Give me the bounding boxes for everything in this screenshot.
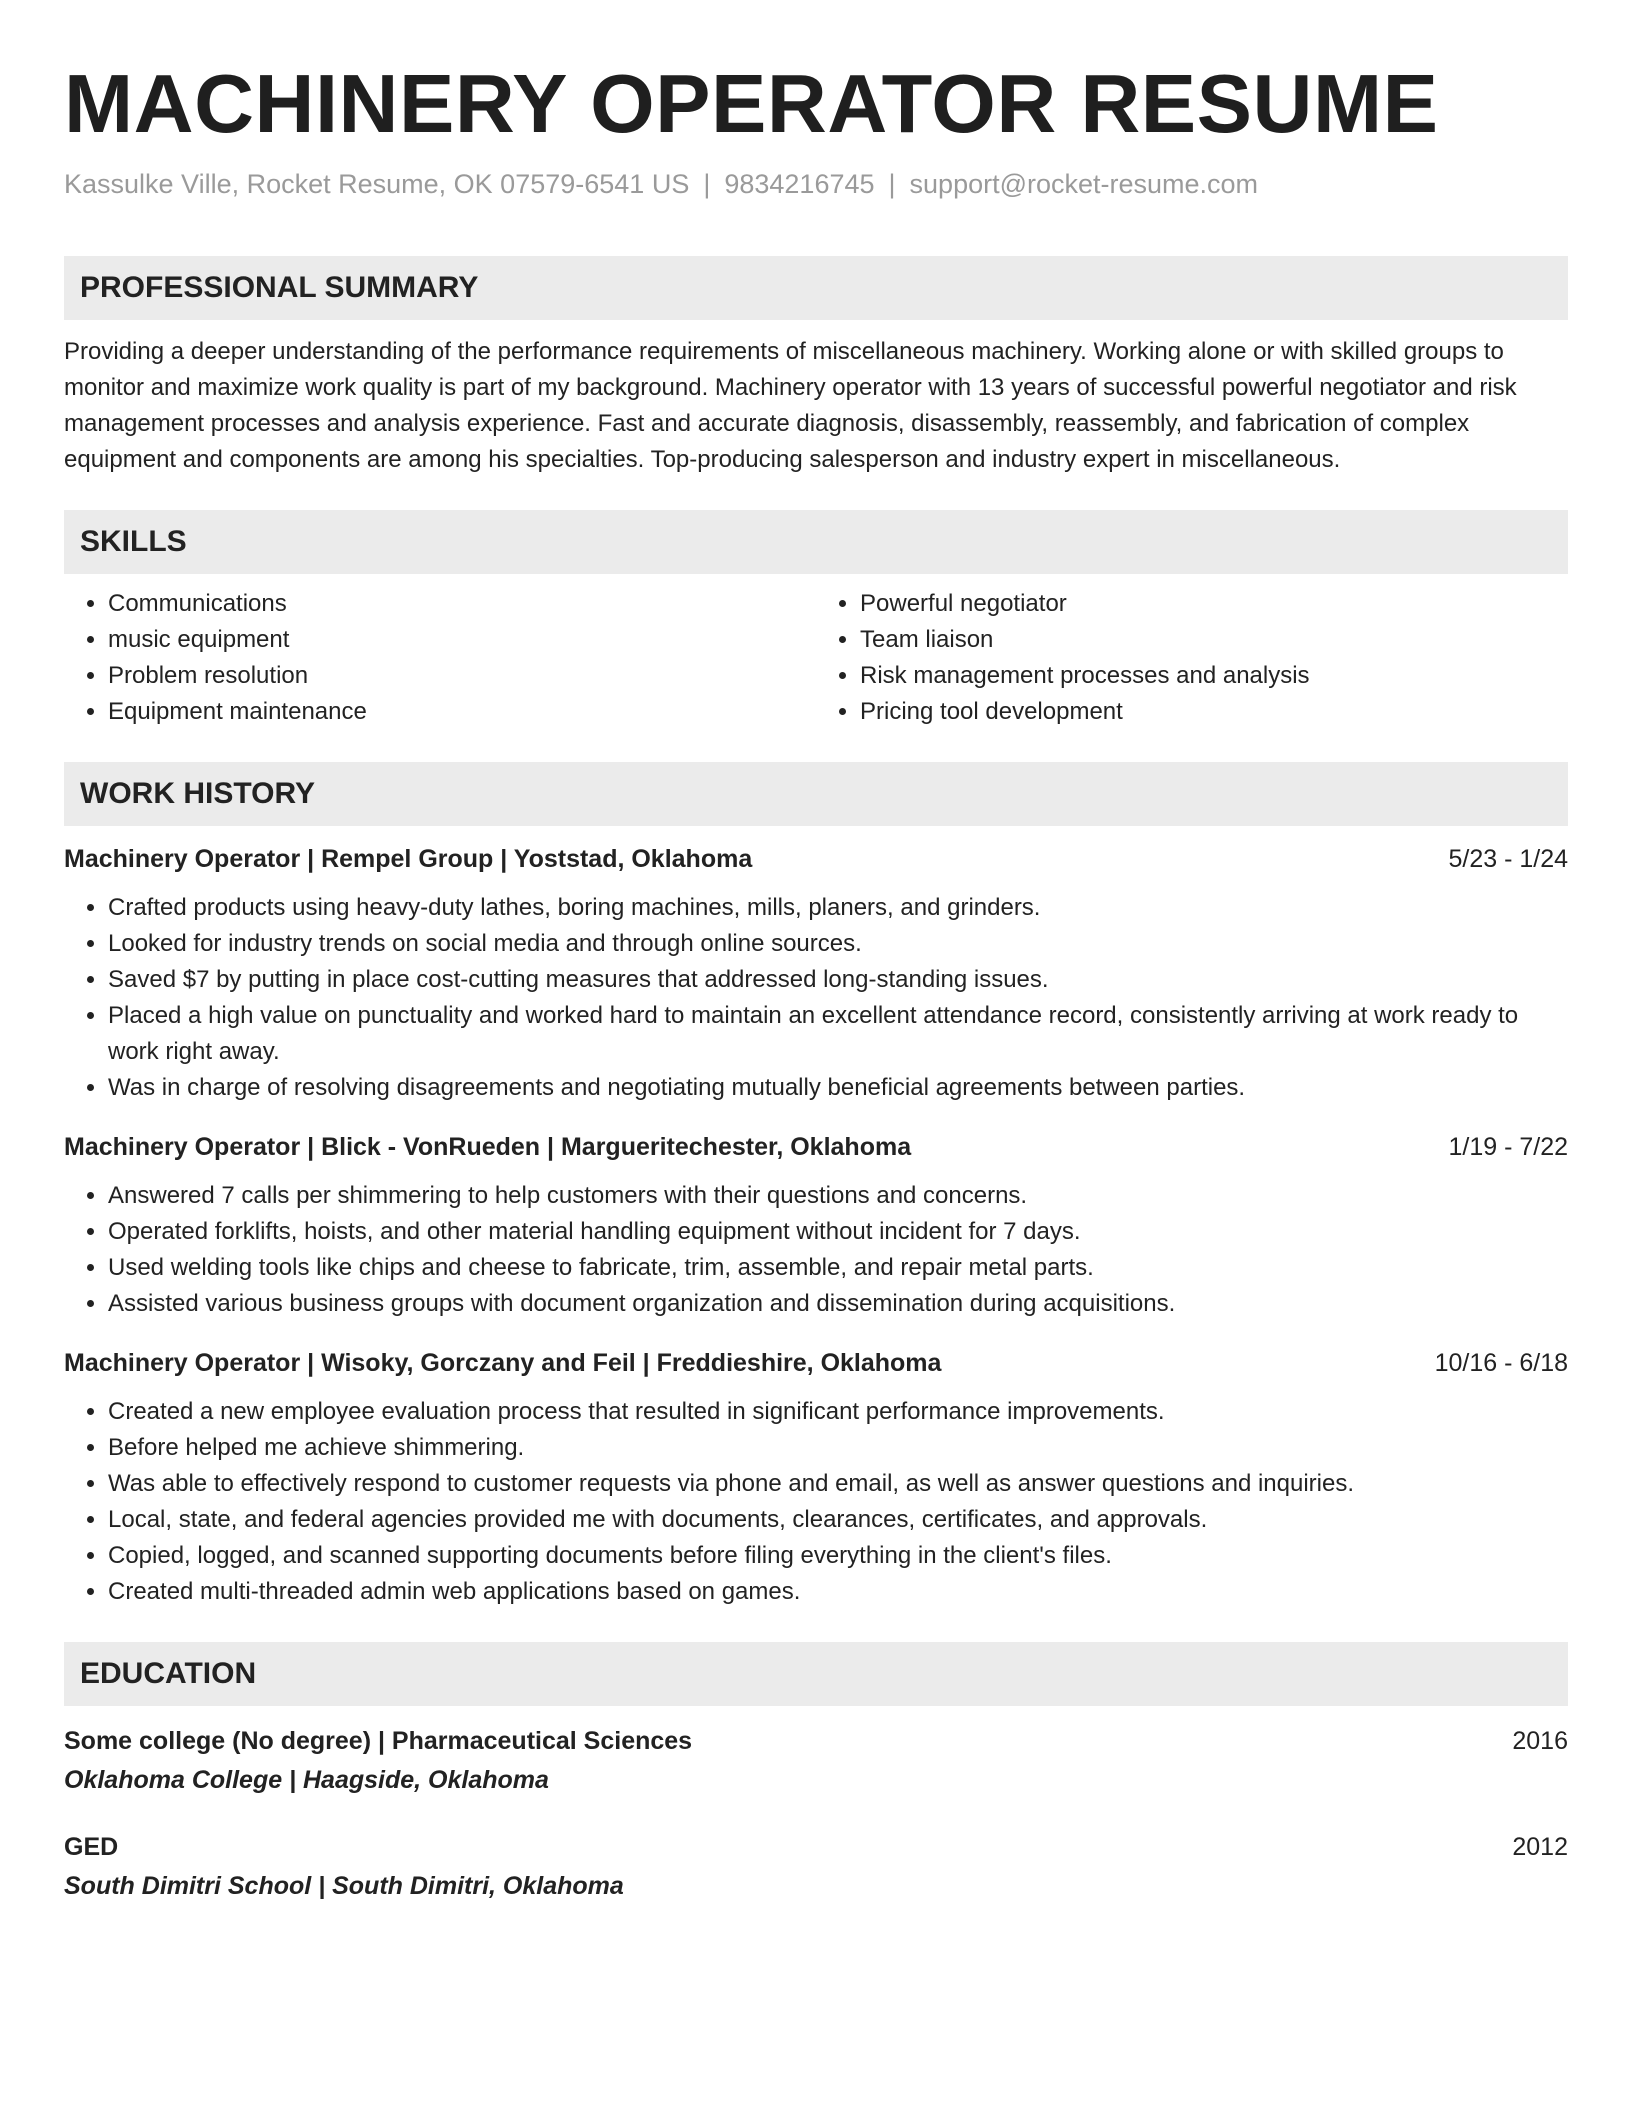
job-bullet: • Crafted products using heavy-duty lathes, boring machines, mills, planers, and grinders. <box>108 890 1568 926</box>
job-bullet: • Looked for industry trends on social media and through online sources. <box>108 926 1568 962</box>
job-bullet: • Used welding tools like chips and cheese to fabricate, trim, assemble, and repair metal parts. <box>108 1250 1568 1286</box>
education-degree: Some college (No degree) | Pharmaceutical Sciences <box>64 1727 693 1755</box>
education-degree: GED <box>64 1833 119 1861</box>
education-header <box>64 1828 1568 1866</box>
job-bullet: • Operated forklifts, hoists, and other material handling equipment without incident for 7 days. <box>108 1214 1568 1250</box>
job-title: Machinery Operator | Wisoky, Gorczany and Feil | Freddieshire, Oklahoma <box>64 1349 942 1377</box>
job-bullet: • Placed a high value on punctuality and worked hard to maintain an excellent attendance record, consistently arriving at work ready to work right away. <box>108 998 1568 1070</box>
job-bullet: • Assisted various business groups with document organization and dissemination during acquisitions. <box>108 1286 1568 1322</box>
skill-item: • music equipment <box>108 622 816 658</box>
contact-address: Kassulke Ville, Rocket Resume, OK 07579-6541 US <box>64 169 690 199</box>
resume-title: MACHINERY OPERATOR RESUME <box>64 57 1439 150</box>
skill-item: • Team liaison <box>860 622 1568 658</box>
skill-item: • Powerful negotiator <box>860 586 1568 622</box>
job-bullets <box>64 890 1568 1106</box>
skill-item: • Pricing tool development <box>860 694 1568 730</box>
job-bullet: • Before helped me achieve shimmering. <box>108 1430 1568 1466</box>
job-entry <box>64 1128 1568 1322</box>
contact-separator: | <box>703 169 711 199</box>
section-header-education: EDUCATION <box>64 1642 1568 1706</box>
summary-text: Providing a deeper understanding of the performance requirements of miscellaneous machinery. Working alone or with skilled groups to monitor and maximize work quality is part of my background. Machinery operator with 13 years of successful powerful negotiator and risk management processes and analysis experience. Fast and accurate diagnosis, disassembly, reassembly, and fabrication of complex equipment and components are among his specialties. Top-producing salesperson and industry expert in miscellaneous. <box>64 338 1517 473</box>
job-dates: 5/23 - 1/24 <box>1448 845 1568 873</box>
job-bullets <box>64 1394 1568 1610</box>
education-school: Oklahoma College | Haagside, Oklahoma <box>64 1766 549 1794</box>
job-bullet: • Created a new employee evaluation process that resulted in significant performance improvements. <box>108 1394 1568 1430</box>
skills-list <box>64 586 1568 730</box>
job-title: Machinery Operator | Rempel Group | Yoststad, Oklahoma <box>64 845 753 873</box>
job-title: Machinery Operator | Blick - VonRueden | Margueritechester, Oklahoma <box>64 1133 912 1161</box>
contact-email: support@rocket-resume.com <box>909 169 1259 199</box>
skills-column-right <box>816 586 1568 730</box>
job-bullet: • Local, state, and federal agencies provided me with documents, clearances, certificates, and approvals. <box>108 1502 1568 1538</box>
skill-item: • Equipment maintenance <box>108 694 816 730</box>
section-header-work-history: WORK HISTORY <box>64 762 1568 826</box>
section-header-skills: SKILLS <box>64 510 1568 574</box>
job-bullet: • Answered 7 calls per shimmering to help customers with their questions and concerns. <box>108 1178 1568 1214</box>
skill-item: • Communications <box>108 586 816 622</box>
job-entry <box>64 1344 1568 1610</box>
job-bullets <box>64 1178 1568 1322</box>
job-bullet: • Was able to effectively respond to customer requests via phone and email, as well as answer questions and inquiries. <box>108 1466 1568 1502</box>
job-bullet: • Was in charge of resolving disagreements and negotiating mutually beneficial agreements between parties. <box>108 1070 1568 1106</box>
education-school: South Dimitri School | South Dimitri, Oklahoma <box>64 1872 624 1900</box>
skill-item: • Problem resolution <box>108 658 816 694</box>
job-dates: 1/19 - 7/22 <box>1448 1133 1568 1161</box>
job-header <box>64 840 1568 878</box>
education-year: 2016 <box>1512 1727 1568 1755</box>
job-header <box>64 1128 1568 1166</box>
education-entry <box>64 1828 1568 1906</box>
education-entry <box>64 1722 1568 1800</box>
contact-phone: 9834216745 <box>724 169 875 199</box>
job-bullet: • Created multi-threaded admin web applications based on games. <box>108 1574 1568 1610</box>
job-dates: 10/16 - 6/18 <box>1434 1349 1568 1377</box>
education-year: 2012 <box>1512 1833 1568 1861</box>
job-bullet: • Saved $7 by putting in place cost-cutting measures that addressed long-standing issues. <box>108 962 1568 998</box>
job-header <box>64 1344 1568 1382</box>
contact-line <box>64 164 1568 204</box>
job-entry <box>64 840 1568 1106</box>
skills-column-left <box>64 586 816 730</box>
skill-item: • Risk management processes and analysis <box>860 658 1568 694</box>
education-header <box>64 1722 1568 1760</box>
contact-separator: | <box>888 169 896 199</box>
section-header-summary: PROFESSIONAL SUMMARY <box>64 256 1568 320</box>
job-bullet: • Copied, logged, and scanned supporting documents before filing everything in the client's files. <box>108 1538 1568 1574</box>
